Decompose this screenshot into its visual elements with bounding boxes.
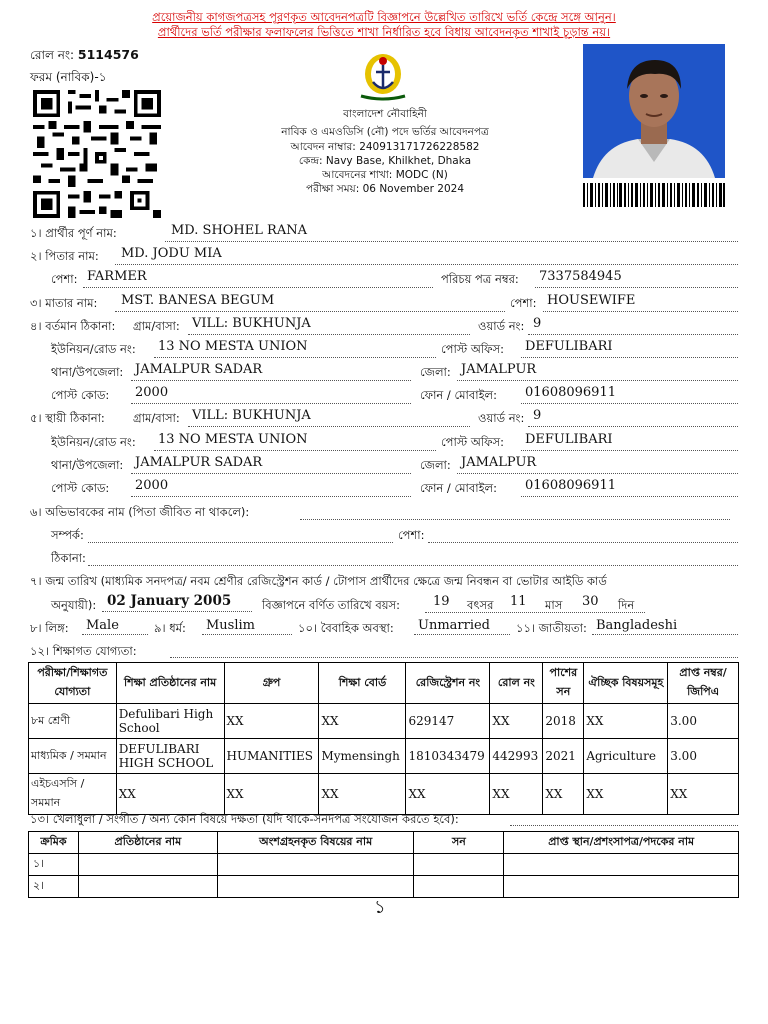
village-label: গ্রাম/বাসা:	[133, 319, 180, 333]
applicant-name: MD. SHOHEL RANA	[171, 223, 307, 238]
dotted-line	[425, 612, 645, 613]
nid-number: 7337584945	[539, 269, 622, 284]
dotted-line	[457, 380, 738, 381]
dotted-line	[510, 825, 738, 826]
dotted-line	[521, 496, 738, 497]
branch: আবেদনের শাখা: MODC (N)	[322, 169, 448, 181]
table-cell: XX	[319, 704, 406, 739]
table-cell: XX	[490, 774, 543, 815]
relation-label: সম্পর্ক:	[51, 528, 84, 542]
gender: Male	[86, 618, 119, 633]
table-cell: ২।	[29, 876, 79, 898]
barcode-icon	[583, 183, 725, 207]
dotted-line	[88, 542, 393, 543]
marital-label: ১০। বৈবাহিক অবস্থা:	[298, 621, 394, 635]
table-cell	[504, 854, 739, 876]
dotted-line	[131, 473, 411, 474]
table-cell	[414, 876, 504, 898]
header-subject: অংশগ্রহনকৃত বিষয়ের নাম	[217, 832, 414, 854]
union-label: ইউনিয়ন/রোড নং:	[51, 435, 136, 449]
dotted-line	[521, 450, 738, 451]
district-label: জেলা:	[420, 365, 451, 379]
table-cell: XX	[668, 774, 739, 815]
age-days: 30	[582, 594, 599, 609]
qr-code-icon	[30, 90, 164, 218]
table-row	[29, 774, 739, 815]
sports-label: ১৩। খেলাধুলা / সংগীত / অন্য কোন বিষয়ে দক্ষতা (যদি থাকে-সনদপত্র সংযোজন করতে হবে):	[30, 812, 459, 826]
gender-label: ৮। লিঙ্গ:	[30, 621, 69, 635]
table-cell: 2018	[543, 704, 584, 739]
table-cell: XX	[584, 774, 668, 815]
present-postcode: 2000	[135, 385, 169, 400]
union-label: ইউনিয়ন/রোড নং:	[51, 342, 136, 356]
table-cell: XX	[406, 774, 490, 815]
permanent-address-label: ৫। স্থায়ী ঠিকানা:	[30, 411, 105, 425]
navy-emblem-icon	[353, 52, 413, 102]
dotted-line	[528, 426, 738, 427]
dotted-line	[188, 426, 470, 427]
header-roll: রোল নং	[490, 663, 543, 704]
header-year: সন	[414, 832, 504, 854]
permanent-postcode: 2000	[135, 478, 169, 493]
table-cell: মাধ্যমিক / সমমান	[29, 739, 117, 774]
mother-name: MST. BANESA BEGUM	[121, 293, 275, 308]
dotted-line	[457, 473, 738, 474]
notice-line-2: প্রার্থীদের ভর্তি পরীক্ষার ফলাফলের ভিত্তিতে শাখা নির্ধারিত হবে বিধায় আবেদনকৃত শাখাই চূড়ান্ত নয়।	[157, 25, 611, 39]
present-phone: 01608096911	[525, 385, 616, 400]
roll-number: রোল নং: 5114576	[30, 47, 139, 62]
guardian-label: ৬। অভিভাবকের নাম (পিতা জীবিত না থাকলে):	[30, 505, 250, 519]
dotted-line	[543, 311, 738, 312]
dotted-line	[428, 542, 738, 543]
header-pass-year: পাশের সন	[543, 663, 584, 704]
dotted-line	[131, 380, 411, 381]
header-optional: ঐচ্ছিক বিষয়সমূহ	[584, 663, 668, 704]
thana-label: থানা/উপজেলা:	[51, 365, 124, 379]
table-cell: Agriculture	[584, 739, 668, 774]
present-address-label: ৪। বর্তমান ঠিকানা:	[30, 319, 116, 333]
dotted-line	[165, 241, 738, 242]
age-years: 19	[433, 594, 450, 609]
father-profession-label: পেশা:	[51, 272, 78, 286]
table-cell: XX	[543, 774, 584, 815]
header-registration: রেজিস্ট্রেশন নং	[406, 663, 490, 704]
education-label: ১২। শিক্ষাগত যোগ্যতা:	[30, 644, 137, 658]
dotted-line	[521, 357, 738, 358]
postcode-label: পোস্ট কোড:	[51, 388, 110, 402]
dotted-line	[202, 634, 292, 635]
present-ward: 9	[533, 316, 542, 331]
dotted-line	[521, 403, 738, 404]
father-label: ২। পিতার নাম:	[30, 249, 99, 263]
table-cell	[414, 854, 504, 876]
dotted-line	[414, 634, 510, 635]
table-cell: 1810343479	[406, 739, 490, 774]
permanent-phone: 01608096911	[525, 478, 616, 493]
org-name: বাংলাদেশ নৌবাহিনী	[343, 108, 427, 120]
permanent-ward: 9	[533, 408, 542, 423]
age-label: বিজ্ঞাপনে বর্ণিত তারিখে বয়স:	[262, 598, 400, 612]
mother-profession-label: পেশা:	[510, 296, 537, 310]
nationality: Bangladeshi	[596, 618, 678, 633]
guardian-profession-label: পেশা:	[398, 528, 425, 542]
exam-date: পরীক্ষা সময়: 06 November 2024	[305, 183, 465, 195]
father-profession: FARMER	[87, 269, 147, 284]
nid-label: পরিচয় পত্র নম্বর:	[441, 272, 519, 286]
education-table	[28, 662, 739, 815]
district-label: জেলা:	[420, 458, 451, 472]
years-label: বৎসর	[467, 598, 494, 612]
dotted-line	[528, 334, 738, 335]
table-cell: XX	[116, 774, 224, 815]
table-cell	[217, 854, 414, 876]
table-cell: 629147	[406, 704, 490, 739]
guardian-address-label: ঠিকানা:	[51, 551, 86, 565]
nationality-label: ১১। জাতীয়তা:	[516, 621, 587, 635]
header-institution: শিক্ষা প্রতিষ্ঠানের নাম	[116, 663, 224, 704]
days-label: দিন	[618, 598, 635, 612]
religion: Muslim	[206, 618, 255, 633]
table-cell: 442993	[490, 739, 543, 774]
table-cell: ১।	[29, 854, 79, 876]
postoffice-label: পোস্ট অফিস:	[441, 342, 505, 356]
dob-label: ৭। জন্ম তারিখ (মাধ্যমিক সনদপত্র/ নবম শ্রেণীর রেজিস্ট্রেশন কার্ড / টোপাস প্রার্থীদের ক্ষেত্রে জন্ম নিবন্ধন বা ভোটার আইডি কার্ড	[30, 574, 607, 588]
postcode-label: পোস্ট কোড:	[51, 481, 110, 495]
dotted-line	[115, 264, 738, 265]
table-cell: XX	[224, 704, 319, 739]
father-name: MD. JODU MIA	[121, 246, 222, 261]
notice-line-1: প্রয়োজনীয় কাগজপত্রসহ পূরণকৃত আবেদনপত্রটি বিজ্ঞাপনে উল্লেখিত তারিখে ভর্তি কেন্দ্রে সঙ্গে আনুন।	[152, 10, 616, 24]
applicant-photo	[583, 44, 725, 178]
form-number: ফরম (নাবিক)-১	[30, 70, 107, 84]
header-institution: প্রতিষ্ঠানের নাম	[78, 832, 217, 854]
table-row	[29, 704, 739, 739]
dotted-line	[83, 287, 433, 288]
table-cell: XX	[490, 704, 543, 739]
dotted-line	[535, 287, 738, 288]
dotted-line	[154, 450, 436, 451]
exam-center: কেন্দ্র: Navy Base, Khilkhet, Dhaka	[298, 155, 472, 167]
village-label: গ্রাম/বাসা:	[133, 411, 180, 425]
table-cell: HUMANITIES	[224, 739, 319, 774]
present-village: VILL: BUKHUNJA	[192, 316, 311, 331]
dotted-line	[131, 403, 411, 404]
religion-label: ৯। ধর্ম:	[154, 621, 186, 635]
age-months: 11	[510, 594, 527, 609]
present-postoffice: DEFULIBARI	[525, 339, 613, 354]
postoffice-label: পোস্ট অফিস:	[441, 435, 505, 449]
dotted-line	[154, 357, 436, 358]
present-district: JAMALPUR	[461, 362, 537, 377]
permanent-district: JAMALPUR	[461, 455, 537, 470]
table-cell: XX	[319, 774, 406, 815]
present-union: 13 NO MESTA UNION	[158, 339, 308, 354]
table-cell: XX	[224, 774, 319, 815]
months-label: মাস	[545, 598, 563, 612]
table-row	[29, 854, 739, 876]
dob-label-cont: অনুযায়ী):	[51, 598, 97, 612]
phone-label: ফোন / মোবাইল:	[420, 388, 498, 402]
application-number: আবেদন নাম্বার: 240913171726228582	[290, 141, 480, 153]
table-cell: 3.00	[668, 739, 739, 774]
thana-label: থানা/উপজেলা:	[51, 458, 124, 472]
table-cell: এইচএসসি / সমমান	[29, 774, 117, 815]
table-cell: Defulibari High School	[116, 704, 224, 739]
ward-label: ওয়ার্ড নং:	[478, 319, 525, 333]
sports-table	[28, 831, 739, 898]
table-cell: Mymensingh	[319, 739, 406, 774]
phone-label: ফোন / মোবাইল:	[420, 481, 498, 495]
dotted-line	[102, 611, 252, 612]
header-exam: পরীক্ষা/শিক্ষাগত যোগ্যতা	[29, 663, 117, 704]
header-achievement: প্রাপ্ত স্থান/প্রশংসাপত্র/পদকের নাম	[504, 832, 739, 854]
dotted-line	[131, 496, 411, 497]
marital-status: Unmarried	[418, 618, 491, 633]
dotted-line	[82, 634, 148, 635]
table-cell: DEFULIBARI HIGH SCHOOL	[116, 739, 224, 774]
table-cell	[78, 854, 217, 876]
page-number: ১	[374, 897, 386, 918]
mother-profession: HOUSEWIFE	[547, 293, 636, 308]
dotted-line	[592, 634, 738, 635]
table-cell	[504, 876, 739, 898]
header-gpa: প্রাপ্ত নম্বর/জিপিএ	[668, 663, 739, 704]
dotted-line	[170, 657, 738, 658]
table-cell: 3.00	[668, 704, 739, 739]
table-cell: ৮ম শ্রেণী	[29, 704, 117, 739]
permanent-village: VILL: BUKHUNJA	[192, 408, 311, 423]
form-title: নাবিক ও এমওডিসি (নৌ) পদে ভর্তির আবেদনপত্র	[281, 126, 489, 138]
name-label: ১। প্রার্থীর পূর্ণ নাম:	[30, 226, 117, 240]
header-board: শিক্ষা বোর্ড	[319, 663, 406, 704]
permanent-union: 13 NO MESTA UNION	[158, 432, 308, 447]
permanent-postoffice: DEFULIBARI	[525, 432, 613, 447]
table-cell: XX	[584, 704, 668, 739]
present-thana: JAMALPUR SADAR	[135, 362, 263, 377]
dotted-line	[300, 519, 730, 520]
table-row	[29, 739, 739, 774]
date-of-birth: 02 January 2005	[107, 593, 232, 609]
mother-label: ৩। মাতার নাম:	[30, 296, 98, 310]
dotted-line	[188, 334, 470, 335]
ward-label: ওয়ার্ড নং:	[478, 411, 525, 425]
dotted-line	[88, 565, 738, 566]
permanent-thana: JAMALPUR SADAR	[135, 455, 263, 470]
table-cell	[78, 876, 217, 898]
table-cell: 2021	[543, 739, 584, 774]
dotted-line	[115, 311, 505, 312]
header-group: গ্রুপ	[224, 663, 319, 704]
header-serial: ক্রমিক	[29, 832, 79, 854]
